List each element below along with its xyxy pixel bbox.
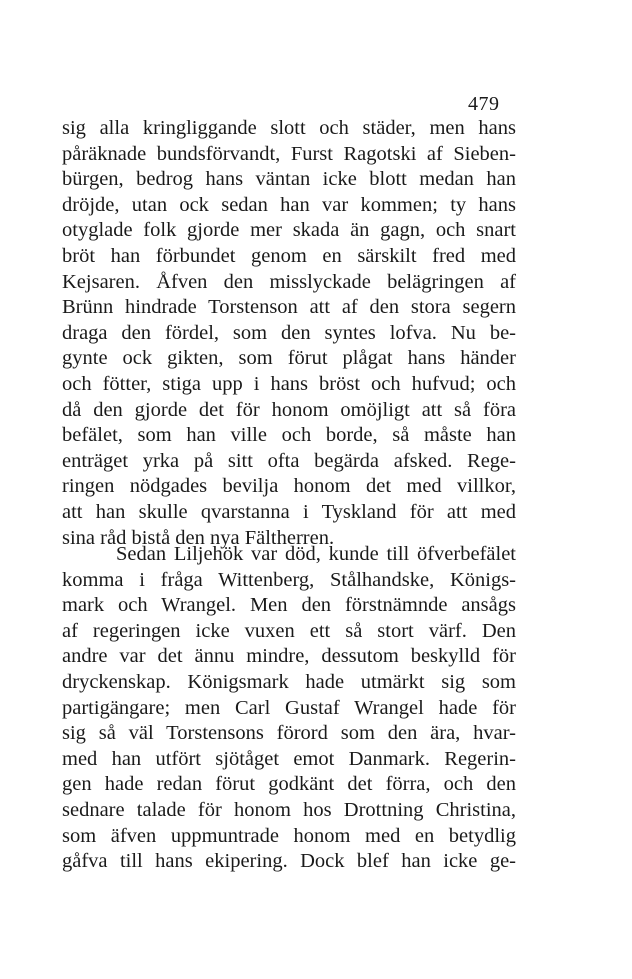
page-number: 479 xyxy=(468,93,500,115)
paragraph-2 xyxy=(62,542,516,875)
text-line: komma i fråga Wittenberg, Stålhandske, Königs- xyxy=(62,568,516,591)
text-line: Kejsaren. Åfven den misslyckade belägringen af xyxy=(62,270,516,293)
text-line: draga den fördel, som den syntes lofva. Nu be- xyxy=(62,321,516,344)
text-line: gåfva till hans ekipering. Dock blef han icke ge- xyxy=(62,850,516,873)
text-line: med han utfört sjötåget emot Danmark. Regerin- xyxy=(62,747,516,770)
paragraph-1 xyxy=(62,116,516,551)
text-line: Brünn hindrade Torstenson att af den stora segern xyxy=(62,296,516,319)
text-line: dryckenskap. Königsmark hade utmärkt sig som xyxy=(62,670,516,693)
text-line: påräknade bundsförvandt, Furst Ragotski af Sieben- xyxy=(62,142,516,165)
text-line: bröt han förbundet genom en särskilt fred med xyxy=(62,244,516,267)
text-line: partigängare; men Carl Gustaf Wrangel hade för xyxy=(62,696,516,719)
text-line: dröjde, utan ock sedan han var kommen; ty hans xyxy=(62,193,516,216)
text-line: mark och Wrangel. Men den förstnämnde ansågs xyxy=(62,594,516,617)
text-line: gen hade redan förut godkänt det förra, och den xyxy=(62,773,516,796)
text-line: af regeringen icke vuxen ett så stort värf. Den xyxy=(62,619,516,642)
text-line: och fötter, stiga upp i hans bröst och hufvud; och xyxy=(62,372,516,395)
text-line: då den gjorde det för honom omöjligt att så föra xyxy=(62,398,516,421)
text-line: att han skulle qvarstanna i Tyskland för att med xyxy=(62,500,516,523)
text-line: bürgen, bedrog hans väntan icke blott medan han xyxy=(62,168,516,191)
text-line: sednare talade för honom hos Drottning Christina, xyxy=(62,798,516,821)
text-line: andre var det ännu mindre, dessutom beskylld för xyxy=(62,645,516,668)
text-line: sig alla kringliggande slott och städer, men hans xyxy=(62,117,516,139)
text-line: gynte ock gikten, som förut plågat hans händer xyxy=(62,347,516,370)
text-line: sig så väl Torstensons förord som den ära, hvar- xyxy=(62,722,516,745)
text-line: som äfven uppmuntrade honom med en betydlig xyxy=(62,824,516,847)
text-line: Sedan Liljehök var död, kunde till öfverbefälet xyxy=(116,543,516,565)
text-line: befälet, som han ville och borde, så måste han xyxy=(62,424,516,447)
text-line: ringen nödgades bevilja honom det med villkor, xyxy=(62,475,516,498)
text-line: enträget yrka på sitt ofta begärda afsked. Rege- xyxy=(62,449,516,472)
text-line: otyglade folk gjorde mer skada än gagn, och snart xyxy=(62,219,516,242)
text-line: sina råd bistå den nya Fältherren. xyxy=(62,526,335,549)
